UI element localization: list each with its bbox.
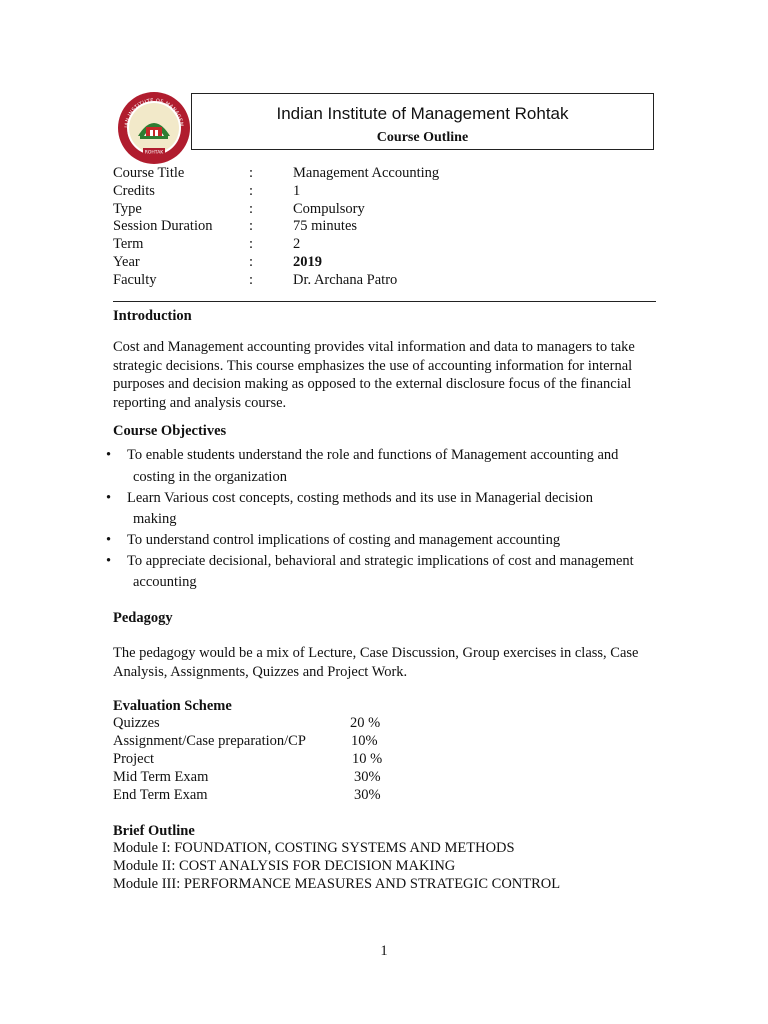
info-colon: : (249, 272, 254, 288)
evaluation-value: 30% (354, 787, 381, 803)
evaluation-label: Project (113, 751, 155, 767)
info-value: 2019 (293, 254, 322, 270)
objective-text: To enable students understand the role and functions of Management accounting and (127, 447, 619, 463)
info-colon: : (249, 201, 254, 217)
evaluation-label: Quizzes (113, 715, 160, 731)
info-label: Faculty (113, 272, 157, 288)
course-outline-title: Course Outline (376, 130, 469, 145)
page-number: 1 (380, 943, 388, 959)
introduction-heading: Introduction (113, 308, 192, 324)
info-value: 1 (293, 183, 301, 199)
bullet-icon: • (106, 553, 112, 569)
logo-ring-text: IAN INSTITUTE OF MANAGEM (123, 97, 185, 128)
objective-text-cont: costing in the organization (133, 469, 287, 485)
info-label: Session Duration (113, 218, 213, 234)
info-label: Credits (113, 183, 155, 199)
introduction-line: Cost and Management accounting provides vital information and data to managers to take (113, 339, 635, 355)
info-label: Term (113, 236, 144, 252)
info-colon: : (249, 218, 254, 234)
info-colon: : (249, 236, 254, 252)
info-value: Management Accounting (293, 165, 440, 181)
objective-text-cont: making (133, 511, 177, 527)
institute-title: Indian Institute of Management Rohtak (276, 104, 569, 123)
objective-text: To appreciate decisional, behavioral and strategic implications of cost and management (127, 553, 634, 569)
introduction-line: strategic decisions. This course emphasizes the use of accounting information for internal (113, 357, 633, 374)
horizontal-rule (113, 301, 656, 302)
objective-text-cont: accounting (133, 574, 197, 590)
objective-text: To understand control implications of costing and management accounting (127, 532, 561, 548)
bullet-icon: • (106, 490, 112, 506)
pedagogy-heading: Pedagogy (113, 610, 173, 626)
evaluation-value: 10 % (352, 751, 383, 767)
brief-outline-heading: Brief Outline (113, 823, 195, 839)
introduction-line: reporting and analysis course. (113, 394, 287, 411)
bullet-icon: • (106, 447, 112, 463)
evaluation-label: Assignment/Case preparation/CP (113, 733, 306, 749)
info-colon: : (249, 183, 254, 199)
introduction-paragraph (113, 338, 661, 412)
module-item: Module III: PERFORMANCE MEASURES AND STRATEGIC CONTROL (113, 876, 561, 892)
header-box (191, 93, 654, 150)
evaluation-value: 30% (354, 769, 381, 785)
evaluation-label: End Term Exam (113, 787, 208, 803)
evaluation-heading: Evaluation Scheme (113, 698, 232, 714)
institute-logo (116, 90, 192, 166)
info-label: Course Title (113, 165, 185, 181)
info-value: Compulsory (293, 201, 365, 217)
objectives-heading: Course Objectives (113, 423, 227, 439)
info-label: Year (113, 254, 140, 270)
evaluation-label: Mid Term Exam (113, 769, 209, 785)
info-value: 2 (293, 236, 301, 252)
info-label: Type (113, 201, 142, 217)
module-item: Module II: COST ANALYSIS FOR DECISION MAKING (113, 858, 456, 874)
info-colon: : (249, 165, 254, 181)
pedagogy-line: Analysis, Assignments, Quizzes and Project Work. (113, 663, 408, 680)
evaluation-value: 10% (351, 733, 378, 749)
info-value: 75 minutes (293, 218, 358, 234)
introduction-line: purposes and decision making as opposed to the external disclosure focus of the financial (113, 376, 632, 392)
evaluation-value: 20 % (350, 715, 381, 731)
info-value: Dr. Archana Patro (293, 272, 398, 288)
info-colon: : (249, 254, 254, 270)
module-item: Module I: FOUNDATION, COSTING SYSTEMS AND METHODS (113, 840, 515, 856)
pedagogy-paragraph (113, 644, 661, 681)
objective-text: Learn Various cost concepts, costing methods and its use in Managerial decision (127, 490, 594, 506)
logo-bottom-text: ROHTAK (144, 150, 164, 156)
bullet-icon: • (106, 532, 112, 548)
pedagogy-line: The pedagogy would be a mix of Lecture, Case Discussion, Group exercises in class, Case (113, 645, 639, 661)
